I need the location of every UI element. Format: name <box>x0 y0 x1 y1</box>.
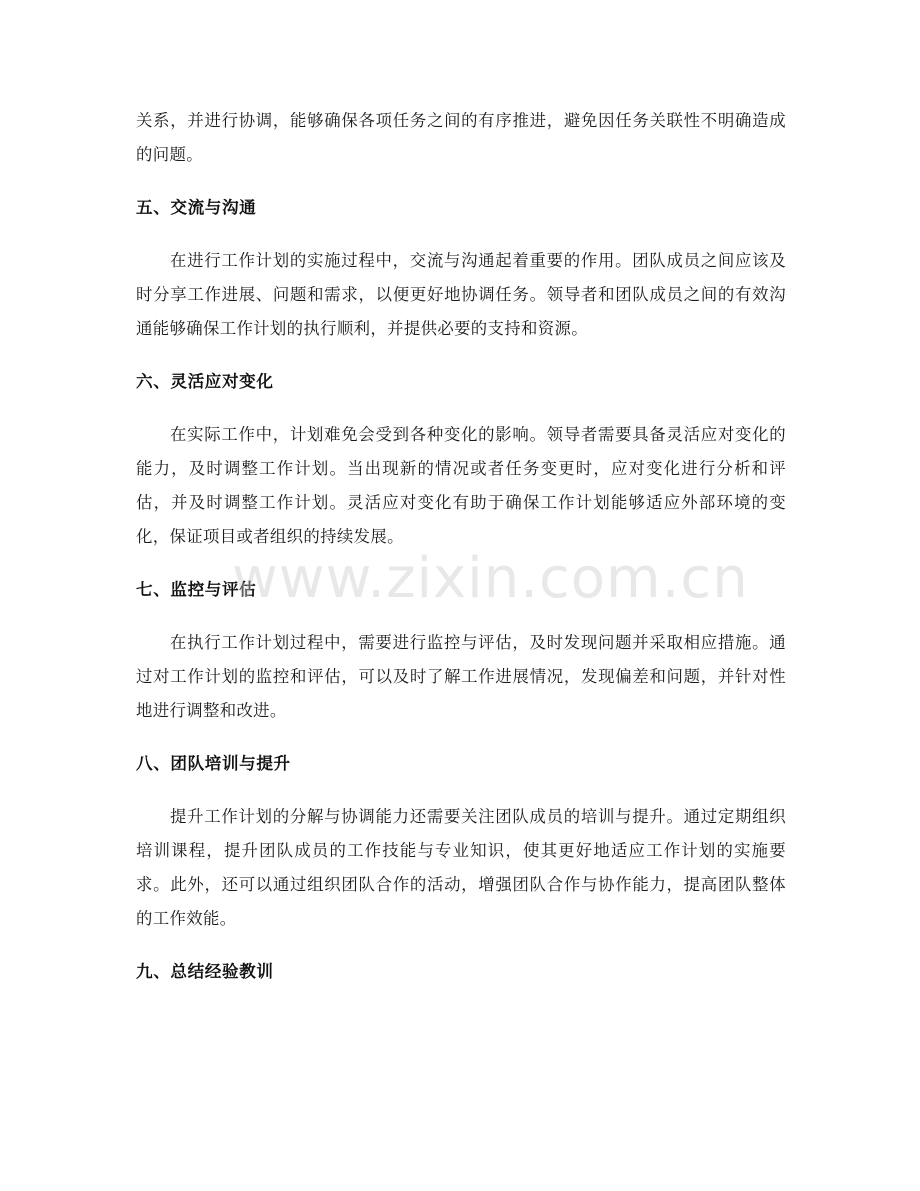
section-heading-8: 八、团队培训与提升 <box>136 754 291 773</box>
section-heading-9: 九、总结经验教训 <box>136 962 274 981</box>
section-body-7: 在执行工作计划过程中，需要进行监控与评估，及时发现问题并采取相应措施。通过对工作计划的监控和评估，可以及时了解工作进展情况，发现偏差和问题，并针对性地进行调整和改进。 <box>136 633 786 720</box>
section-body-8: 提升工作计划的分解与协调能力还需要关注团队成员的培训与提升。通过定期组织培训课程，提升团队成员的工作技能与专业知识，使其更好地适应工作计划的实施要求。此外，还可以通过组织团队合作的活动，增强团队合作与协作能力，提高团队整体的工作效能。 <box>136 807 786 928</box>
section-heading-6: 六、灵活应对变化 <box>136 372 274 391</box>
watermark: www.zixin.com.cn <box>232 546 749 611</box>
section-body-5: 在进行工作计划的实施过程中，交流与沟通起着重要的作用。团队成员之间应该及时分享工作进展、问题和需求，以便更好地协调任务。领导者和团队成员之间的有效沟通能够确保工作计划的执行顺利，并提供必要的支持和资源。 <box>136 251 786 338</box>
section-body-6: 在实际工作中，计划难免会受到各种变化的影响。领导者需要具备灵活应对变化的能力，及时调整工作计划。当出现新的情况或者任务变更时，应对变化进行分析和评估，并及时调整工作计划。灵活应对变化有助于确保工作计划能够适应外部环境的变化，保证项目或者组织的持续发展。 <box>136 425 786 546</box>
intro-paragraph: 关系，并进行协调，能够确保各项任务之间的有序推进，避免因任务关联性不明确造成的问题。 <box>136 111 786 164</box>
section-heading-5: 五、交流与沟通 <box>136 198 257 217</box>
section-heading-7: 七、监控与评估 <box>136 580 257 599</box>
document-body <box>136 104 786 984</box>
